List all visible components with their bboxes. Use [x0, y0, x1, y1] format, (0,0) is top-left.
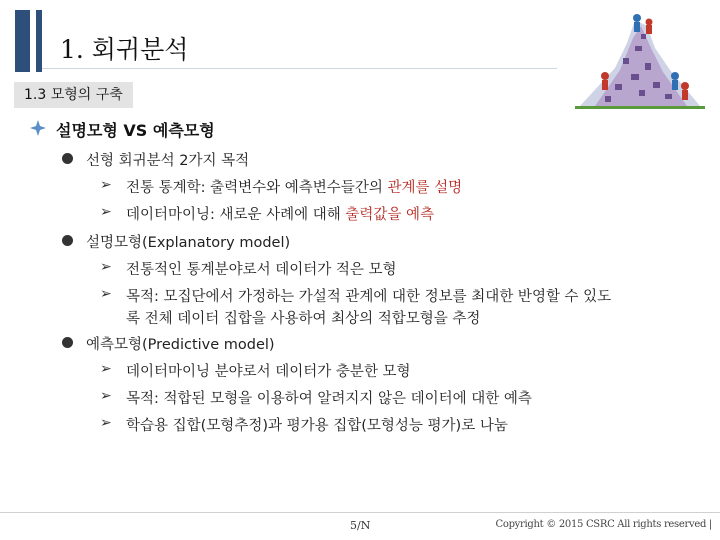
sub-item-3-1	[100, 360, 411, 381]
sub-item-1-1-text: 전통 통계학: 출력변수와 예측변수들간의 관계를 설명	[126, 180, 463, 196]
header-divider	[42, 68, 557, 69]
list-item-3-text: 예측모형(Predictive model)	[86, 337, 275, 353]
arrow-bullet-icon: ➢	[100, 388, 112, 404]
arrow-bullet-icon: ➢	[100, 286, 112, 302]
sub-item-3-3-text: 학습용 집합(모형추정)과 평가용 집합(모형성능 평가)로 나눔	[126, 418, 508, 434]
arrow-bullet-icon: ➢	[100, 259, 112, 275]
list-item-2	[62, 231, 290, 252]
sub-item-2-1	[100, 258, 397, 279]
sub-item-2-2-text: 목적: 모집단에서 가정하는 가설적 관계에 대한 정보를 최대한 반영할 수 있도	[126, 289, 612, 305]
sub-item-1-2	[100, 203, 434, 224]
data-mountain-illustration	[575, 8, 705, 118]
title-accent-bar	[15, 10, 30, 72]
section-label: 1.3 모형의 구축	[14, 82, 133, 108]
page-title: 1. 회귀분석	[60, 35, 189, 64]
list-item-1	[62, 149, 249, 170]
sub-item-3-2-text: 목적: 적합된 모형을 이용하여 알려지지 않은 데이터에 대한 예측	[126, 391, 532, 407]
sub-item-1-2-text: 데이터마이닝: 새로운 사례에 대해 출력값을 예측	[126, 207, 435, 223]
disc-bullet-icon	[62, 337, 73, 348]
diamond-cross-icon	[30, 120, 46, 136]
sub-item-2-2-text-cont: 록 전체 데이터 집합을 사용하여 최상의 적합모형을 추정	[126, 311, 481, 327]
list-item-2-text: 설명모형(Explanatory model)	[86, 235, 291, 251]
footer-divider	[0, 512, 720, 513]
list-item-1-text: 선형 회귀분석 2가지 목적	[86, 153, 250, 169]
sub-item-1-1	[100, 176, 462, 197]
sub-item-2-2	[100, 285, 611, 306]
arrow-bullet-icon: ➢	[100, 177, 112, 193]
arrow-bullet-icon: ➢	[100, 361, 112, 377]
sub-item-3-1-text: 데이터마이닝 분야로서 데이터가 충분한 모형	[126, 364, 411, 380]
disc-bullet-icon	[62, 235, 73, 246]
sub-item-2-1-text: 전통적인 통계분야로서 데이터가 적은 모형	[126, 262, 397, 278]
list-item-3	[62, 333, 275, 354]
arrow-bullet-icon: ➢	[100, 204, 112, 220]
sub-item-2-2-continued	[100, 307, 480, 328]
title-accent-bar-thin	[36, 10, 42, 72]
sub-item-3-3	[100, 414, 508, 435]
page-number: 5/N	[350, 519, 371, 532]
arrow-bullet-icon: ➢	[100, 415, 112, 431]
highlight-explain: 관계를 설명	[387, 180, 463, 196]
highlight-predict: 출력값을 예측	[345, 207, 435, 223]
heading-text: 설명모형 VS 예측모형	[56, 121, 215, 140]
copyright-notice: Copyright © 2015 CSRC All rights reserved |	[495, 519, 712, 530]
sub-item-3-2	[100, 387, 532, 408]
content-heading	[30, 118, 215, 141]
disc-bullet-icon	[62, 153, 73, 164]
